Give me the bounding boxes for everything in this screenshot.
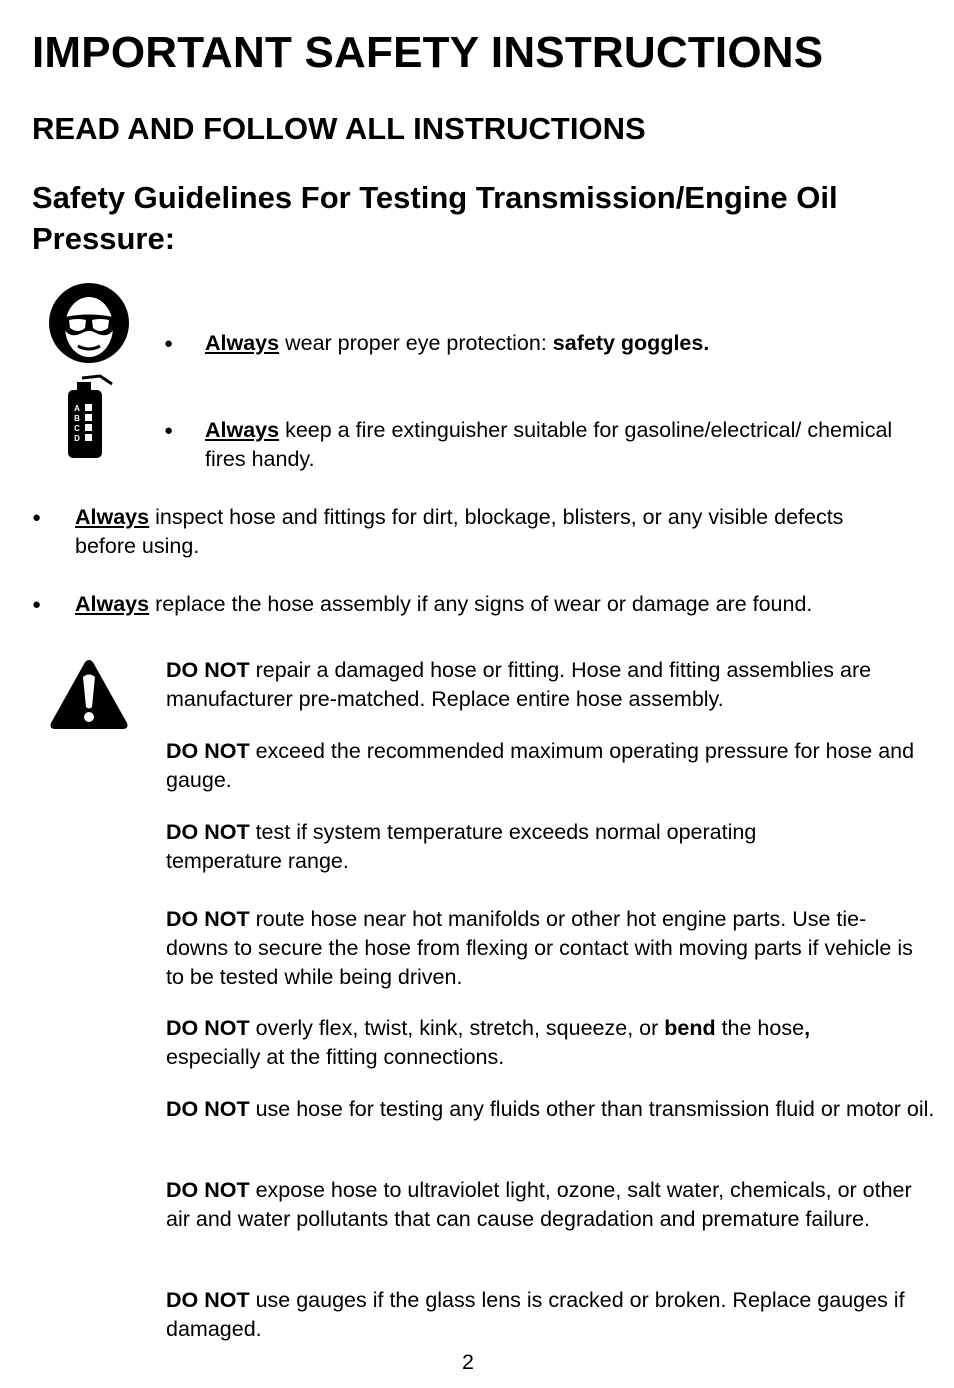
do-not-item	[166, 905, 926, 992]
do-not-text: use hose for testing any fluids other than transmission fluid or motor oil.	[249, 1097, 935, 1121]
do-not-text: test if system temperature exceeds normal operating temperature range.	[166, 820, 757, 873]
do-not-item	[166, 818, 846, 876]
do-not-label: DO NOT	[166, 1016, 250, 1040]
safety-goggles-icon	[48, 282, 130, 369]
always-label: Always	[75, 505, 150, 529]
do-not-item	[166, 1014, 906, 1072]
always-item	[205, 416, 895, 474]
do-not-label: DO NOT	[166, 820, 250, 844]
do-not-text: overly flex, twist, kink, stretch, squeeze, or	[249, 1016, 665, 1040]
do-not-text: use gauges if the glass lens is cracked or broken. Replace gauges if damaged.	[166, 1288, 905, 1341]
bullet-icon: ●	[164, 422, 174, 439]
do-not-text: expose hose to ultraviolet light, ozone, salt water, chemicals, or other air and water pollutants that can cause degradation and premature failure.	[166, 1178, 912, 1231]
do-not-label: DO NOT	[166, 1178, 250, 1202]
always-item	[205, 329, 925, 358]
do-not-text: repair a damaged hose or fitting. Hose and fitting assemblies are manufacturer pre-matched. Replace entire hose assembly.	[166, 658, 872, 711]
do-not-item	[166, 656, 936, 714]
always-text: replace the hose assembly if any signs of wear or damage are found.	[149, 592, 813, 616]
always-item	[75, 503, 875, 561]
do-not-bold-comma: ,	[804, 1016, 811, 1040]
warning-triangle-icon	[48, 657, 130, 736]
do-not-label: DO NOT	[166, 1288, 250, 1312]
do-not-label: DO NOT	[166, 658, 250, 682]
always-label: Always	[205, 418, 280, 442]
extinguisher-letter: B	[74, 414, 80, 423]
always-item	[75, 590, 935, 619]
page-number: 2	[462, 1350, 474, 1374]
bullet-icon: ●	[32, 596, 42, 613]
do-not-bold-word: bend	[664, 1016, 716, 1040]
do-not-item	[166, 1095, 936, 1124]
bullet-icon: ●	[164, 335, 174, 352]
do-not-label: DO NOT	[166, 1097, 250, 1121]
do-not-item	[166, 737, 926, 795]
do-not-label: DO NOT	[166, 907, 250, 931]
do-not-item	[166, 1176, 926, 1234]
bullet-icon: ●	[32, 509, 42, 526]
page-subtitle: READ AND FOLLOW ALL INSTRUCTIONS	[32, 111, 646, 146]
do-not-text: exceed the recommended maximum operating pressure for hose and gauge.	[166, 739, 915, 792]
do-not-item	[166, 1286, 926, 1344]
always-text: wear proper eye protection:	[279, 331, 553, 355]
always-label: Always	[75, 592, 150, 616]
extinguisher-letter: C	[74, 424, 80, 433]
page-title: IMPORTANT SAFETY INSTRUCTIONS	[32, 28, 824, 77]
do-not-label: DO NOT	[166, 739, 250, 763]
do-not-text: especially at the fitting connections.	[166, 1045, 505, 1069]
do-not-text: the hose	[715, 1016, 805, 1040]
extinguisher-letter: A	[74, 404, 80, 413]
section-heading: Safety Guidelines For Testing Transmission/Engine Oil Pressure:	[32, 180, 838, 256]
always-bold-text: safety goggles.	[552, 331, 710, 355]
always-label: Always	[205, 331, 280, 355]
extinguisher-letter: D	[74, 434, 80, 443]
always-text: inspect hose and fittings for dirt, blockage, blisters, or any visible defects before using.	[75, 505, 844, 558]
fire-extinguisher-icon	[62, 372, 116, 467]
do-not-text: route hose near hot manifolds or other hot engine parts. Use tie-downs to secure the hose from flexing or contact with moving parts if vehicle is to be tested while being driven.	[166, 907, 913, 989]
always-text: keep a fire extinguisher suitable for gasoline/electrical/ chemical fires handy.	[205, 418, 893, 471]
